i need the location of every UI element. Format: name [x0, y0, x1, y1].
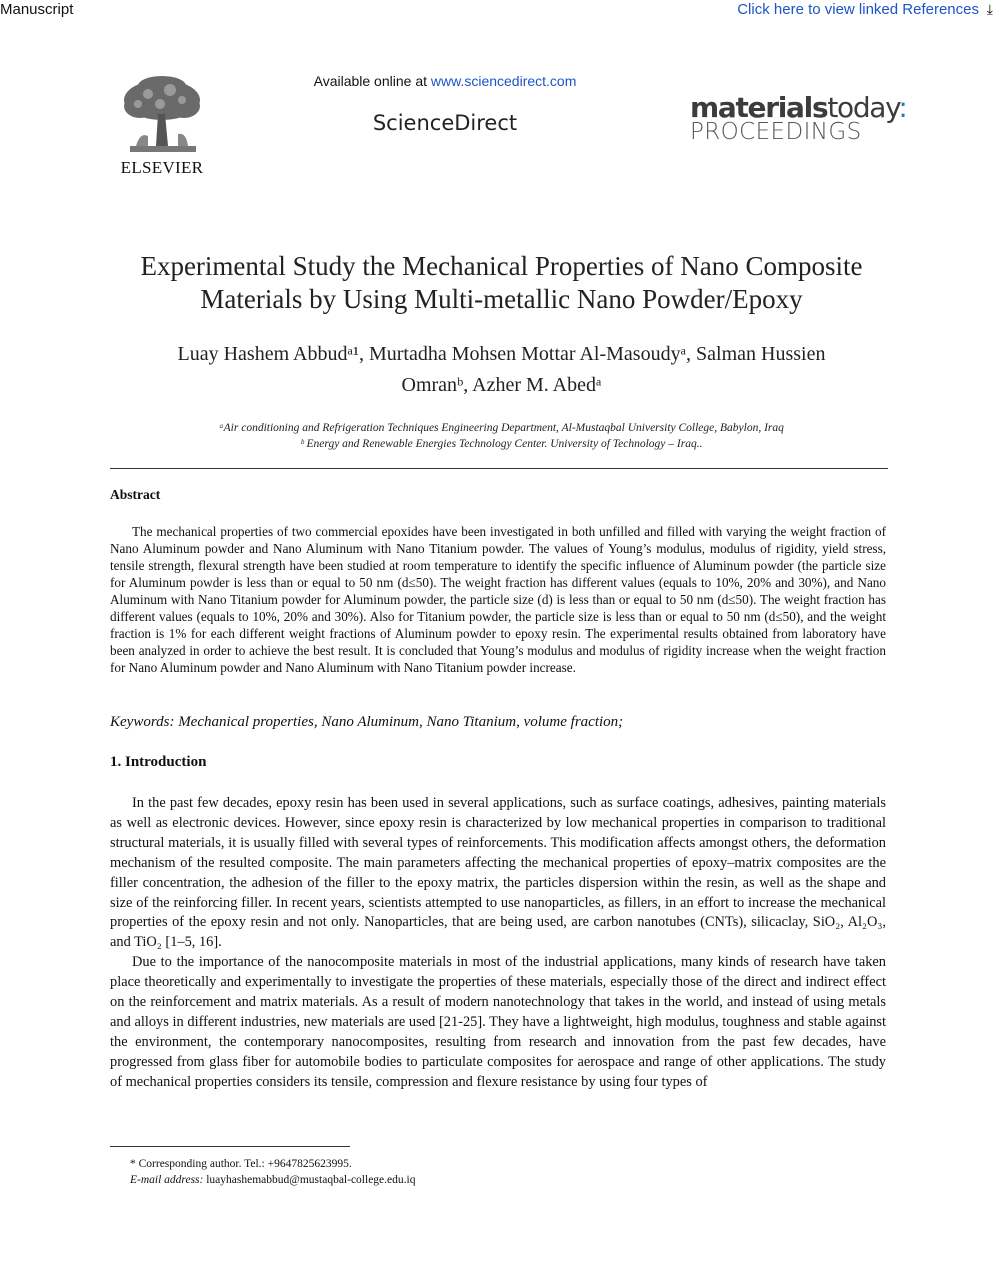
- available-online: [0, 73, 890, 89]
- sciencedirect-wordmark: ScienceDirect: [372, 111, 518, 135]
- materials-today-logo: [690, 91, 907, 145]
- intro-paragraph-1: In the past few decades, epoxy resin has been used in several applications, such as surface coatings, adhesives, painting materials as well as electronic devices. However, since epoxy resin is characterized by low mechanical properties in comparison to traditional structural materials, it is usually filled with several types of reinforcements. This modification affects amongst others, the deformation mechanism of the resulted composite. The main parameters affecting the mechanical properties of epoxy–matrix composites are the filler concentration, the adhesion of the filler to the epoxy matrix, the particles dispersion within the resin, as well as the shape and size of the reinforcing filler. In recent years, scientists attempted to use nanoparticles, as fillers, in an effort to increase the mechanical properties of the epoxy resin and not only. Nanoparticles, that are being used, are carbon nanotubes (CNTs), silicaclay, SiO₂, Al₂O₃, and TiO₂ [1–5, 16].: [110, 795, 886, 951]
- footnote-email[interactable]: luayhashemabbud@mustaqbal-college.edu.iq: [203, 1174, 416, 1186]
- journal-sub: PROCEEDINGS: [690, 119, 862, 145]
- keywords: Keywords: Mechanical properties, Nano Aluminum, Nano Titanium, volume fraction;: [110, 714, 624, 730]
- authors-line-2: Omranᵇ, Azher M. Abedᵃ: [401, 374, 602, 396]
- paper-title: [0, 250, 1003, 316]
- title-line-1: Experimental Study the Mechanical Properties of Nano Composite: [140, 251, 863, 281]
- manuscript-label: Manuscript: [0, 1, 74, 18]
- affiliation-b: ᵇ Energy and Renewable Energies Technology Center. University of Technology – Iraq..: [300, 438, 703, 450]
- available-prefix: Available online at: [313, 73, 431, 89]
- header-divider: [110, 468, 888, 469]
- intro-paragraph-2: Due to the importance of the nanocomposite materials in most of the industrial applications, many kinds of research have taken place theoretically and experimentally to investigate the properties of these materials, especially those of the direct and indirect effect on the reinforcement and matrix materials. As a result of modern nanotechnology that takes in the world, and instead of using metals and alloys in different industries, new materials are used [21-25]. They have a lightweight, high modulus, toughness and stable against the environment, the contemporary nanocomposites, resulting from research and innovation from the past few decades, have progressed from glass fiber for automobile bodies to particulate composites for aerospace and range of other applications. The study of mechanical properties considers its tensile, compression and flexure resistance by using four types of: [110, 954, 886, 1090]
- sciencedirect-link[interactable]: www.sciencedirect.com: [430, 73, 577, 89]
- footnote: [130, 1156, 415, 1188]
- download-icon[interactable]: ⤓: [986, 2, 993, 18]
- journal-main-bold: materials: [690, 91, 828, 124]
- abstract-text: The mechanical properties of two commercial epoxides have been investigated in both unfilled and filled with varying the weight fraction of Nano Aluminum powder and Nano Aluminum with Nano Titanium powder. The values of Young’s modulus, modulus of rigidity, yield stress, tensile strength, flexural strength have been studied at room temperature to identify the specific influence of Aluminum powder (the particle size for Aluminum powder is less than or equal to 50 nm (d≤50). The weight fraction has different values (equals to 10%, 20% and 30%), and Nano Aluminum with Nano Titanium powder for Aluminum powder, the particle size (d) is less than or equal to 50 nm (d≤50). The weight fraction has different values (equals to 10%, 20% and 30%). Also for Titanium powder, the particle size is less than or equal to 50 nm (d≤50), and the weight fraction is 1% for each different weight fractions of Aluminum powder to epoxy resin. The experimental results obtained from laboratory have been analyzed in order to achieve the best result. It is concluded that Young’s modulus and modulus of rigidity increase when the weight fraction for Nano Aluminum powder and Nano Aluminum with Nano Titanium powder increase.: [110, 524, 886, 675]
- abstract-heading: Abstract: [110, 487, 161, 502]
- affiliations: [0, 420, 1003, 452]
- authors: [0, 339, 1003, 401]
- footnote-divider: [110, 1146, 350, 1147]
- journal-main-light: today: [827, 91, 899, 124]
- footnote-email-label: E-mail address:: [130, 1174, 204, 1186]
- abstract-body: [110, 523, 886, 676]
- elsevier-wordmark: ELSEVIER: [120, 158, 204, 177]
- authors-line-1: Luay Hashem Abbudᵃ¹, Murtadha Mohsen Mottar Al-Masoudyᵃ, Salman Hussien: [177, 343, 826, 365]
- linked-references-link[interactable]: Click here to view linked References: [737, 1, 979, 18]
- affiliation-a: ᵃAir conditioning and Refrigeration Techniques Engineering Department, Al-Mustaqbal University College, Babylon, Iraq: [219, 422, 784, 434]
- footnote-corresponding: * Corresponding author. Tel.: +9647825623995.: [130, 1158, 352, 1170]
- title-line-2: Materials by Using Multi-metallic Nano Powder/Epoxy: [200, 284, 803, 314]
- intro-body: [110, 794, 886, 1093]
- journal-colon: :: [898, 91, 907, 124]
- intro-heading: 1. Introduction: [110, 754, 207, 770]
